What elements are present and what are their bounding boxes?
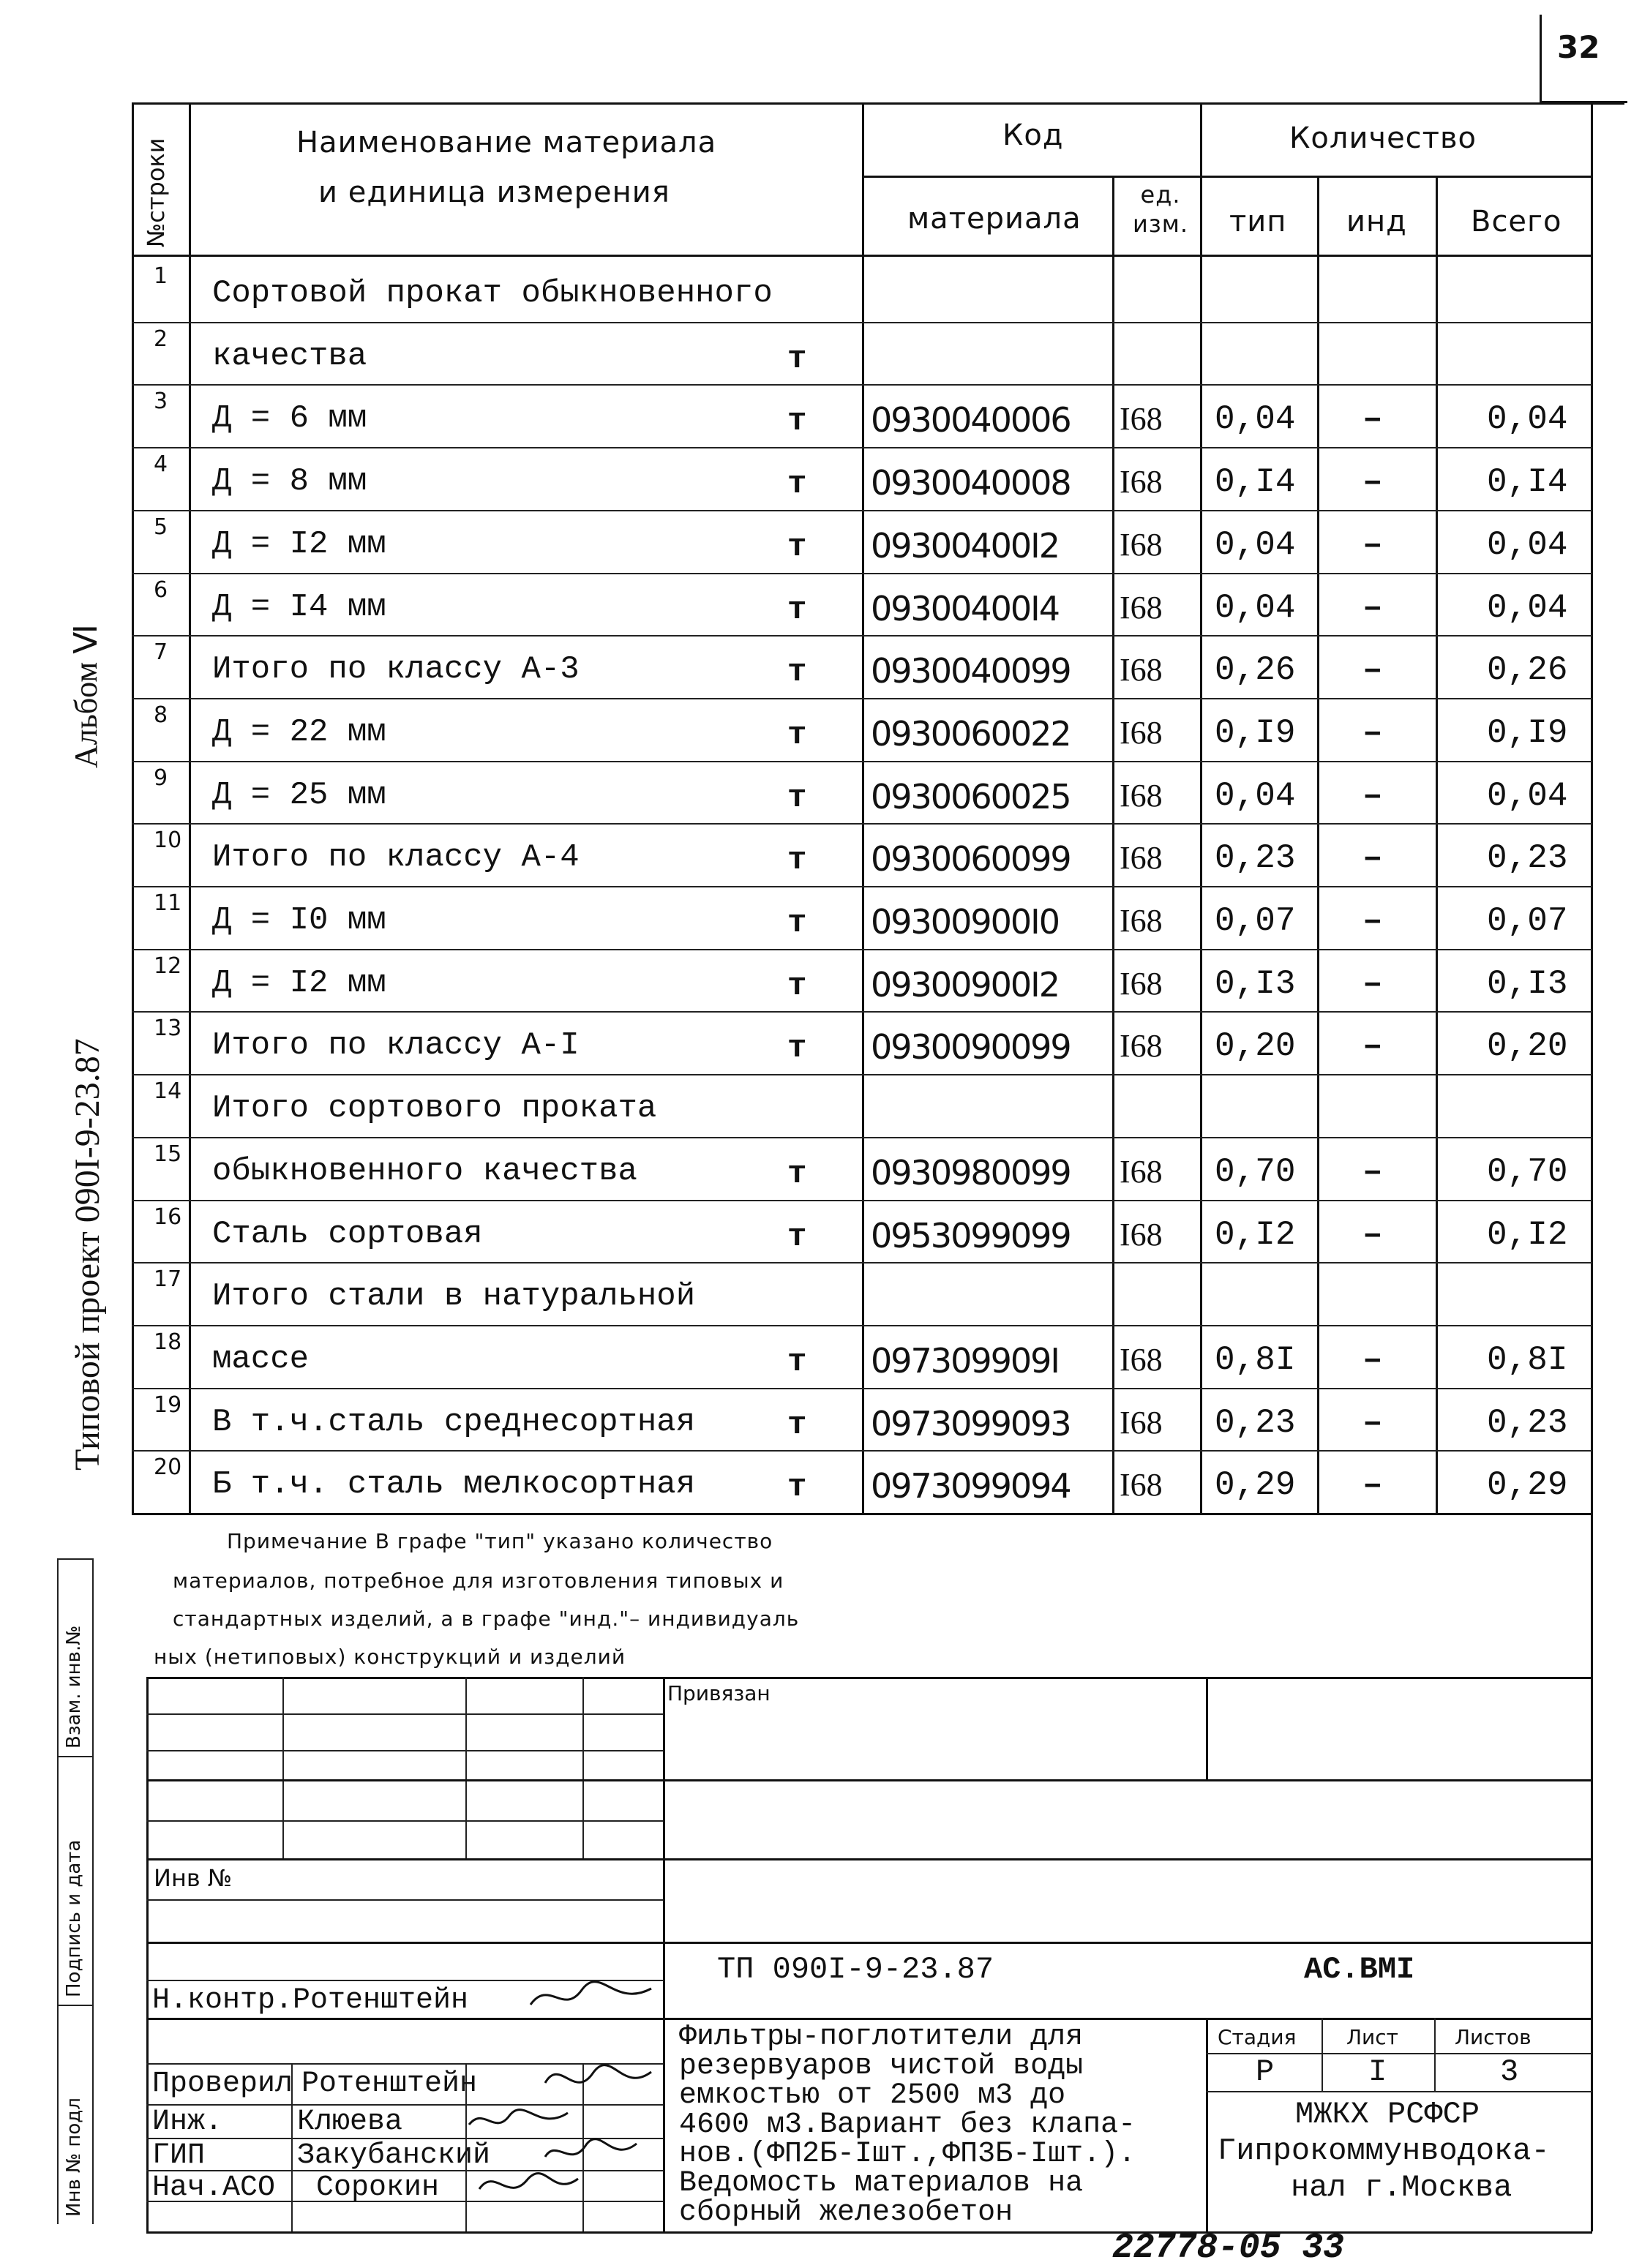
col-ind-divider [1436, 176, 1438, 1514]
unit-label: т [787, 717, 807, 754]
inv-no-label: Инв № [154, 1864, 233, 1892]
unit-code: I68 [1120, 1028, 1163, 1064]
org-line3: нал г.Москва [1291, 2170, 1512, 2205]
material-name: Итого по классу А-4 [212, 839, 580, 876]
qty-total: 0,8I [1487, 1341, 1568, 1379]
row-divider [132, 573, 1592, 574]
qty-total: 0,I4 [1487, 463, 1568, 501]
description-line: нов.(ФП2Б-Iшт.,ФП3Б-Iшт.). [679, 2138, 1136, 2171]
qty-tip: 0,07 [1215, 902, 1296, 940]
material-name: Д = I4 мм [212, 589, 386, 626]
qty-total: 0,20 [1487, 1027, 1568, 1065]
stadiya-label: Стадия [1218, 2025, 1297, 2049]
material-name: Д = I2 мм [212, 965, 386, 1002]
inzh-name: Клюева [297, 2106, 403, 2139]
header-qty-total: Всего [1471, 205, 1562, 239]
tb-row4 [146, 1820, 663, 1822]
header-qty-ind: инд [1346, 205, 1407, 239]
row-number: 20 [154, 1454, 182, 1480]
row-divider [132, 886, 1592, 887]
unit-label: т [787, 1344, 807, 1381]
qty-total: 0,I3 [1487, 965, 1568, 1003]
material-name: Д = 6 мм [212, 400, 367, 437]
header-qty-tip: тип [1229, 205, 1287, 239]
row-number: 1 [154, 263, 168, 289]
note-line2: материалов, потребное для изготовления типовых и [173, 1569, 784, 1593]
header-name-line1: Наименование материала [296, 126, 717, 159]
description-line: 4600 м3.Вариант без клапа- [679, 2109, 1136, 2141]
signature-nach [476, 2167, 585, 2204]
unit-label: т [787, 341, 807, 378]
qty-ind: – [1362, 1027, 1383, 1065]
inzh-role: Инж. [152, 2106, 223, 2139]
privyazan-label: Привязан [667, 1681, 771, 1705]
qty-ind: – [1362, 1153, 1383, 1191]
row-number: 11 [154, 890, 182, 916]
qty-total: 0,I9 [1487, 714, 1568, 752]
row-divider [132, 510, 1592, 511]
description-line: Фильтры-поглотители для [679, 2021, 1084, 2054]
stamp-label-podpis: Подпись и дата [63, 1839, 85, 1997]
material-code: 09300400I4 [871, 589, 1059, 628]
material-name: Д = 8 мм [212, 463, 367, 500]
n-kontr-name: Ротенштейн [293, 1984, 469, 2017]
unit-label: т [787, 1407, 807, 1443]
header-subline [862, 176, 1592, 178]
table-right-border [1591, 102, 1593, 2231]
qty-tip: 0,04 [1215, 589, 1296, 627]
org-line2: Гипрокоммунводока- [1218, 2133, 1550, 2169]
album-label: Альбом Ⅵ [68, 624, 104, 768]
material-code: 0930060022 [871, 714, 1071, 754]
material-name: массе [212, 1341, 310, 1378]
qty-total: 0,I2 [1487, 1216, 1568, 1254]
row-number: 3 [154, 388, 168, 414]
material-code: 0953099099 [871, 1216, 1071, 1255]
stamp-strip-line2 [57, 1756, 94, 1757]
row-divider [132, 823, 1592, 825]
qty-tip: 0,04 [1215, 526, 1296, 564]
stamp-label-podl: Инв № подл [63, 2098, 85, 2217]
org-line1: МЖКХ РСФСР [1295, 2097, 1480, 2132]
row-divider [132, 322, 1592, 323]
unit-label: т [787, 403, 807, 440]
qty-ind: – [1362, 400, 1383, 438]
material-code: 097309909I [871, 1341, 1059, 1381]
row-divider [132, 1325, 1592, 1326]
material-code: 0973099093 [871, 1404, 1071, 1443]
tp-code: ТП 090I-9-23.87 [717, 1952, 994, 1987]
page-number-divider [1540, 15, 1542, 102]
qty-total: 0,70 [1487, 1153, 1568, 1191]
tb-row2 [146, 1750, 663, 1751]
signature-gip [541, 2135, 644, 2171]
qty-ind: – [1362, 463, 1383, 501]
qty-tip: 0,I9 [1215, 714, 1296, 752]
qty-ind: – [1362, 777, 1383, 815]
tb-row3 [146, 1779, 1592, 1781]
header-code-unit: ед. изм. [1132, 181, 1189, 238]
material-name: Д = I0 мм [212, 902, 386, 939]
table-left-border [132, 102, 134, 1514]
stamp-strip-right [92, 1558, 94, 2224]
row-number: 14 [154, 1078, 182, 1104]
qty-total: 0,23 [1487, 1404, 1568, 1442]
row-number: 12 [154, 953, 182, 979]
tb-right-divider [1206, 1677, 1208, 1779]
signature-n-kontr [527, 1975, 659, 2019]
row-number: 2 [154, 326, 168, 352]
unit-label: т [787, 842, 807, 879]
row-number: 5 [154, 514, 168, 540]
material-name: Итого по классу А-3 [212, 651, 580, 688]
row-number: 6 [154, 577, 168, 603]
qty-ind: – [1362, 1216, 1383, 1254]
qty-tip: 0,70 [1215, 1153, 1296, 1191]
row-divider [132, 1137, 1592, 1138]
qty-ind: – [1362, 902, 1383, 940]
row-divider [132, 1074, 1592, 1075]
row-number: 18 [154, 1329, 182, 1355]
row-number: 16 [154, 1204, 182, 1230]
unit-code: I68 [1120, 966, 1163, 1002]
tb-row1 [146, 1713, 663, 1715]
unit-label: т [787, 905, 807, 942]
unit-code: I68 [1120, 1154, 1163, 1190]
signature-proveril [541, 2057, 659, 2101]
gip-name: Закубанский [297, 2139, 491, 2172]
unit-label: т [787, 592, 807, 628]
tb-col3 [582, 1677, 584, 1860]
tb-stage-col1 [1322, 2018, 1323, 2091]
tb-row6 [146, 1899, 663, 1901]
qty-tip: 0,I4 [1215, 463, 1296, 501]
description-line: Ведомость материалов на [679, 2167, 1084, 2200]
proveril-role: Проверил [152, 2068, 293, 2100]
unit-code: I68 [1120, 1217, 1163, 1253]
stamp-strip-line3 [57, 2005, 94, 2006]
qty-total: 0,04 [1487, 777, 1568, 815]
row-divider [132, 1200, 1592, 1201]
tb-row11 [146, 2104, 663, 2106]
row-number: 13 [154, 1015, 182, 1041]
unit-label: т [787, 529, 807, 566]
material-code: 0930040008 [871, 463, 1071, 503]
stamp-strip-left [57, 1558, 59, 2224]
col-ed-divider [1200, 102, 1202, 1514]
tb-col1 [282, 1677, 284, 1860]
row-divider [132, 1388, 1592, 1389]
tb-col2 [465, 1677, 467, 1860]
list-value: I [1368, 2054, 1387, 2089]
unit-label: т [787, 1030, 807, 1067]
note-line4: ных (нетиповых) конструкций и изделий [154, 1645, 626, 1669]
unit-code: I68 [1120, 715, 1163, 751]
material-name: Д = 25 мм [212, 777, 386, 814]
listov-label: Листов [1455, 2025, 1532, 2049]
material-code: 0930060025 [871, 777, 1071, 816]
row-number: 19 [154, 1392, 182, 1418]
material-name: Итого по классу А-I [212, 1027, 580, 1064]
qty-ind: – [1362, 714, 1383, 752]
tb-row9 [146, 2018, 1592, 2020]
note-line3: стандартных изделий, а в графе "инд."– индивидуаль [173, 1607, 800, 1631]
table-top-border [132, 102, 1624, 105]
unit-code: I68 [1120, 1467, 1163, 1503]
unit-label: т [787, 1469, 807, 1506]
qty-total: 0,26 [1487, 651, 1568, 689]
tb-row5 [146, 1858, 1592, 1860]
material-name: Б т.ч. сталь мелкосортная [212, 1466, 696, 1503]
unit-code: I68 [1120, 401, 1163, 437]
titleblock-left [146, 1677, 149, 2233]
qty-ind: – [1362, 1466, 1383, 1504]
tb-bottom [146, 2231, 1592, 2234]
unit-label: т [787, 1219, 807, 1255]
qty-tip: 0,29 [1215, 1466, 1296, 1504]
page-number: 32 [1557, 29, 1600, 65]
unit-code: I68 [1120, 840, 1163, 876]
qty-tip: 0,23 [1215, 1404, 1296, 1442]
row-number: 10 [154, 827, 182, 853]
qty-tip: 0,20 [1215, 1027, 1296, 1065]
unit-code: I68 [1120, 590, 1163, 626]
material-name: Д = 22 мм [212, 714, 386, 751]
qty-ind: – [1362, 589, 1383, 627]
note-line1: Примечание В графе "тип" указано количество [227, 1529, 773, 1553]
material-name: Итого сортового проката [212, 1090, 657, 1127]
material-code: 0973099094 [871, 1466, 1071, 1506]
project-label: Типовой проект 090I-9-23.87 [68, 1038, 107, 1471]
material-code: 0930060099 [871, 839, 1071, 879]
unit-code: I68 [1120, 464, 1163, 500]
qty-total: 0,29 [1487, 1466, 1568, 1504]
unit-code: I68 [1120, 778, 1163, 814]
qty-ind: – [1362, 1404, 1383, 1442]
tb-main-divider [663, 1677, 665, 2233]
material-code: 0930040006 [871, 400, 1071, 440]
material-code: 09300900I0 [871, 902, 1059, 942]
qty-ind: – [1362, 839, 1383, 877]
qty-tip: 0,26 [1215, 651, 1296, 689]
qty-total: 0,04 [1487, 400, 1568, 438]
col-tip-divider [1317, 176, 1319, 1514]
unit-label: т [787, 968, 807, 1005]
header-quantity: Количество [1289, 121, 1477, 155]
qty-tip: 0,23 [1215, 839, 1296, 877]
row-divider [132, 949, 1592, 950]
row-divider [132, 1450, 1592, 1452]
unit-label: т [787, 1156, 807, 1193]
unit-code: I68 [1120, 527, 1163, 563]
material-code: 0930980099 [871, 1153, 1071, 1193]
description-line: емкостью от 2500 м3 до [679, 2079, 1066, 2112]
material-name: Сортовой прокат обыкновенного [212, 275, 773, 312]
unit-code: I68 [1120, 1405, 1163, 1441]
unit-code: I68 [1120, 903, 1163, 939]
header-code: Код [1002, 119, 1064, 152]
header-code-material: материала [907, 202, 1081, 236]
row-divider [132, 447, 1592, 448]
tb-stage-col2 [1434, 2018, 1436, 2091]
material-name: В т.ч.сталь среднесортная [212, 1404, 696, 1441]
unit-code: I68 [1120, 1342, 1163, 1378]
material-code: 09300400I2 [871, 526, 1059, 566]
qty-total: 0,04 [1487, 526, 1568, 564]
col-name-divider [862, 102, 864, 1514]
qty-tip: 0,04 [1215, 400, 1296, 438]
unit-label: т [787, 780, 807, 816]
material-name: Итого стали в натуральной [212, 1278, 696, 1315]
tb-stage-value-line [1206, 2091, 1592, 2092]
row-divider [132, 635, 1592, 637]
row-divider [132, 761, 1592, 762]
row-divider [132, 698, 1592, 699]
qty-ind: – [1362, 1341, 1383, 1379]
qty-ind: – [1362, 965, 1383, 1003]
material-name: Д = I2 мм [212, 526, 386, 563]
qty-tip: 0,I3 [1215, 965, 1296, 1003]
material-code: 09300900I2 [871, 965, 1059, 1005]
unit-code: I68 [1120, 652, 1163, 688]
row-number: 8 [154, 702, 168, 728]
row-number: 7 [154, 639, 168, 665]
n-kontr-role: Н.контр. [152, 1984, 293, 2017]
tb-row7 [146, 1942, 1592, 1944]
titleblock-top [146, 1677, 1592, 1679]
row-number: 4 [154, 451, 168, 477]
footer-code: 22778-05 33 [1112, 2228, 1344, 2268]
qty-total: 0,04 [1487, 589, 1568, 627]
material-code: 0930040099 [871, 651, 1071, 691]
material-code: 0930090099 [871, 1027, 1071, 1067]
material-name: качества [212, 338, 367, 375]
signature-inzh [465, 2103, 575, 2139]
qty-tip: 0,I2 [1215, 1216, 1296, 1254]
note-top-border [132, 1513, 1592, 1515]
qty-tip: 0,04 [1215, 777, 1296, 815]
listov-value: 3 [1500, 2054, 1519, 2089]
nach-role: Нач.АСО [152, 2171, 276, 2204]
material-name: Сталь сортовая [212, 1216, 483, 1253]
header-rowno: №строки [142, 138, 170, 247]
qty-total: 0,23 [1487, 839, 1568, 877]
list-label: Лист [1346, 2025, 1398, 2049]
nach-name: Сорокин [316, 2171, 440, 2204]
row-divider [132, 1262, 1592, 1263]
unit-label: т [787, 654, 807, 691]
proveril-name: Ротенштейн [301, 2068, 478, 2100]
header-bottom [132, 255, 1592, 257]
stamp-strip-line1 [57, 1558, 94, 1560]
gip-role: ГИП [152, 2139, 206, 2172]
material-name: обыкновенного качества [212, 1153, 637, 1190]
description-line: сборный железобетон [679, 2196, 1013, 2229]
row-divider [132, 384, 1592, 386]
row-divider [132, 1011, 1592, 1013]
row-number: 15 [154, 1141, 182, 1167]
doc-code: АС.ВМI [1304, 1952, 1415, 1987]
stamp-label-inv: Взам. инв.№ [63, 1625, 85, 1749]
qty-tip: 0,8I [1215, 1341, 1296, 1379]
col-code-divider [1112, 176, 1114, 1514]
qty-total: 0,07 [1487, 902, 1568, 940]
tb-stage-divider [1206, 2018, 1208, 2233]
stadiya-value: Р [1256, 2054, 1275, 2089]
row-number: 9 [154, 765, 168, 791]
row-number: 17 [154, 1266, 182, 1292]
col-rowno-divider [189, 102, 191, 1514]
unit-label: т [787, 466, 807, 503]
header-name-line2: и единица измерения [318, 176, 670, 209]
description-line: резервуаров чистой воды [679, 2050, 1084, 2083]
qty-ind: – [1362, 526, 1383, 564]
qty-ind: – [1362, 651, 1383, 689]
